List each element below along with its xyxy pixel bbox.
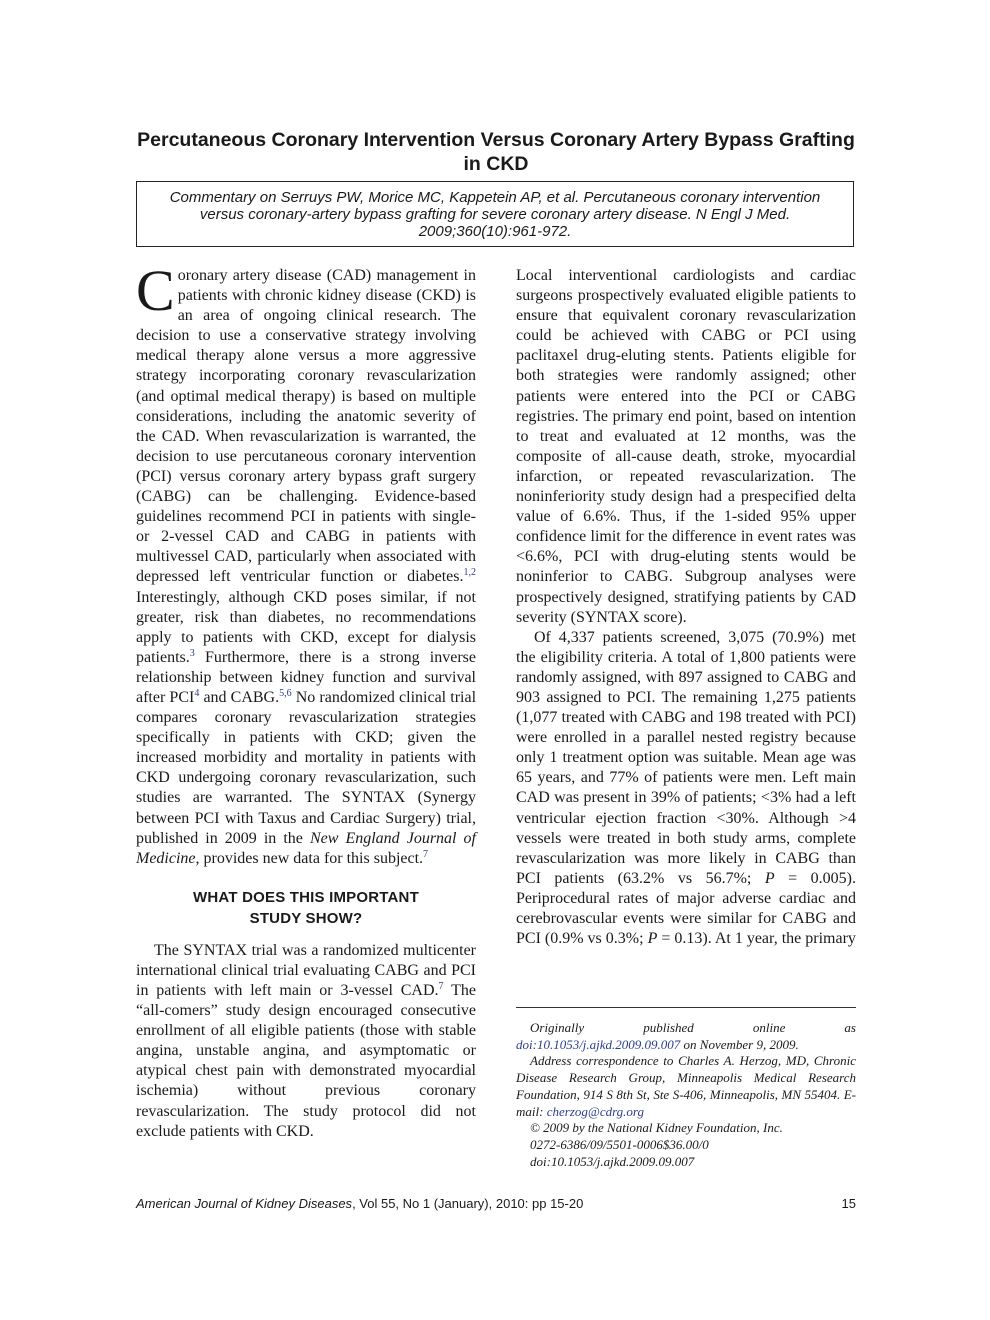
reference-link[interactable]: 1,2 <box>463 567 476 579</box>
body-paragraph: Of 4,337 patients screened, 3,075 (70.9%) met the eligibility criteria. A total of 1,800 patients were randomly assigned, with 897 assigned to CABG and 903 assigned to PCI. The remaining 1,275 patients (1,077 treated with CABG and 198 treated with PCI) were enrolled in a parallel nested registry because only 1 treatment option was suitable. Mean age was 65 years, and 77% of patients were men. Left main CAD was present in 39% of patients; <3% had a left ventricular ejection fraction <30%. Although >4 vessels were treated in both study arms, complete revascularization was more likely in CABG than PCI patients (63.2% vs 56.7%; P = 0.005). Periprocedural rates of major adverse cardiac and cerebrovascular events were similar for CABG and PCI (0.9% vs 0.3%; P = 0.13). At 1 year, the primary <box>516 628 856 948</box>
right-column <box>516 266 856 949</box>
reference-link[interactable]: 3 <box>189 647 195 659</box>
copyright-note: © 2009 by the National Kidney Foundation, Inc. <box>530 1120 783 1136</box>
left-column <box>136 258 477 1142</box>
reference-link[interactable]: 4 <box>194 687 200 699</box>
reference-link[interactable]: 7 <box>438 981 444 992</box>
section-heading: WHAT DOES THIS IMPORTANT STUDY SHOW? <box>193 888 419 927</box>
footer-citation: American Journal of Kidney Diseases, Vol 55, No 1 (January), 2010: pp 15-20 <box>136 1196 584 1211</box>
article-code: 0272-6386/09/5501-0006$36.00/0 <box>530 1136 709 1152</box>
doi-link[interactable]: doi:10.1053/j.ajkd.2009.09.007 <box>516 1036 681 1052</box>
reference-link[interactable]: 7 <box>423 848 429 860</box>
drop-cap: C <box>136 258 175 323</box>
correspondence-note: Address correspondence to Charles A. Herzog, MD, Chronic Disease Research Group, Minneapolis Medical Research Foundation, 914 S 8th St, Ste S-406, Minneapolis, MN 55404. E-mail: cherzog@cdrg.org <box>516 1053 856 1119</box>
reference-link[interactable]: 5,6 <box>279 687 292 699</box>
article-title: Percutaneous Coronary Intervention Versus Coronary Artery Bypass Grafting in CKD <box>137 129 855 175</box>
journal-name: New England Journal of Medicine <box>136 829 477 867</box>
footnotes <box>516 1020 856 1170</box>
intro-paragraph: Coronary artery disease (CAD) management in patients with chronic kidney disease (CKD) is an area of ongoing clinical research. The decision to use a conservative strategy involving medical therapy alone versus a more aggressive strategy incorporating coronary revascularization (and optimal medical therapy) is based on multiple considerations, including the anatomic severity of the CAD. When revascularization is warranted, the decision to use percutaneous coronary intervention (PCI) versus coronary artery bypass graft surgery (CABG) can be challenging. Evidence-based guidelines recommend PCI in patients with single- or 2-vessel CAD and CABG in patients with multivessel CAD, particularly when associated with depressed left ventricular function or diabetes.$^{1,2}$ Interestingly, although CKD poses similar, if not greater, risk than diabetes, no recommendations apply to patients with CKD, except for dialysis patients.$^3$ Furthermore, there is a strong inverse relationship between kidney function and survival after PCI$^4$ and CABG.$^{5,6}$ No randomized clinical trial compares coronary revascularization strategies specifically in patients with CKD; given the increased morbidity and mortality in patients with CKD undergoing coronary revascularization, such studies are warranted. The SYNTAX (Synergy between PCI with Taxus and Cardiac Surgery) trial, published in 2009 in the New England Journal of Medicine, provides new data for this subject.$^7$ <box>136 258 477 867</box>
publication-note: Originally published online as doi:10.1053/j.ajkd.2009.09.007 on November 9, 2009. <box>516 1020 856 1052</box>
article-doi: doi:10.1053/j.ajkd.2009.09.007 <box>530 1153 695 1169</box>
page-number: 15 <box>841 1196 856 1211</box>
email-link[interactable]: cherzog@cdrg.org <box>546 1103 644 1119</box>
page-footer <box>136 1196 856 1212</box>
commentary-box: Commentary on Serruys PW, Morice MC, Kappetein AP, et al. Percutaneous coronary intervention versus coronary-artery bypass grafting for severe coronary artery disease. N Engl J Med. 2009;360(10):961-972. <box>136 181 854 247</box>
footnote-divider <box>516 1007 856 1008</box>
body-paragraph: The SYNTAX trial was a randomized multicenter international clinical trial evaluating CABG and PCI in patients with left main or 3-vessel CAD.$^7$ The “all-comers” study design encouraged consecutive enrollment of all eligible patients (those with stable angina, unstable angina, and asymptomatic or atypical chest pain with demonstrated myocardial ischemia) without previous coronary revascularization. The study protocol did not exclude patients with CKD. <box>136 941 476 1140</box>
body-paragraph: Local interventional cardiologists and cardiac surgeons prospectively evaluated eligible patients to ensure that equivalent coronary revascularization could be achieved with CABG or PCI using paclitaxel drug-eluting stents. Patients eligible for both strategies were randomly assigned; other patients were entered into the PCI or CABG registries. The primary end point, based on intention to treat and evaluated at 12 months, was the composite of all-cause death, stroke, myocardial infarction, or repeated revascularization. The noninferiority study design had a prespecified delta value of 6.6%. Thus, if the 1-sided 95% upper confidence limit for the difference in event rates was <6.6%, PCI with drug-eluting stents would be noninferior to CABG. Subgroup analyses were prospectively designed, stratifying patients by CAD severity (SYNTAX score). <box>516 267 856 626</box>
